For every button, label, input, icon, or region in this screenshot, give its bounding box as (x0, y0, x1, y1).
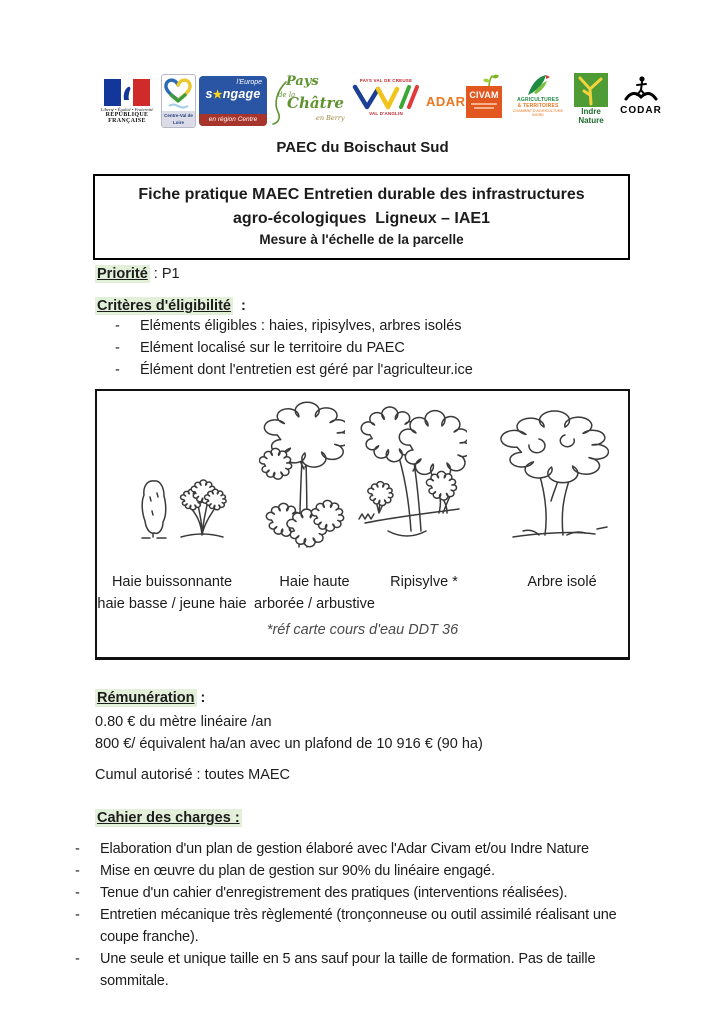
rf-name: RÉPUBLIQUE FRANÇAISE (105, 111, 149, 124)
figure-label-ripisylve: Ripisylve * (390, 574, 458, 590)
specification-item: - Entretien mécanique très règlementé (tronçonneuse ou outil assimilé réalisant une coupe franche). (73, 904, 643, 948)
europe-top-label: l'Europe (236, 79, 262, 86)
yellow-bird-icon (574, 73, 608, 107)
priority-value: : P1 (149, 266, 180, 282)
chatre-word4: en Berry (316, 114, 345, 122)
chambre-agriculture-logo (511, 73, 565, 129)
pays-de-la-chatre-logo (270, 74, 346, 128)
adar-civam-logo (426, 74, 508, 128)
specification-item: - Mise en œuvre du plan de gestion sur 90% du linéaire engagé. (73, 860, 643, 882)
eligibility-item: - Eléments éligibles : haies, ripisylves, arbres isolés (113, 315, 613, 337)
tall-hedge-tree-drawing (259, 399, 345, 551)
title-box-line1: Fiche pratique MAEC Entretien durable des infrastructures (138, 186, 585, 203)
w-bottom-label: VAL D'ANGLIN (369, 111, 403, 116)
title-box-line2: agro-écologiques Ligneux – IAE1 (233, 210, 490, 227)
civam-box (466, 86, 502, 118)
civam-bar (471, 103, 497, 105)
chatre-word2: de la (278, 91, 296, 99)
adar-label: ADAR (426, 94, 466, 109)
remuneration-lines (95, 711, 483, 755)
figure-label-haie-buissonnante: Haie buissonnante haie basse / jeune haie (97, 574, 247, 612)
chatre-word3: Châtre (287, 94, 344, 112)
w-mark-icon (352, 83, 420, 111)
specifications-heading: Cahier des charges : (97, 810, 240, 826)
figure-label-arbre-isole: Arbre isolé (527, 574, 597, 590)
sprout-icon (478, 73, 500, 87)
priority-line (95, 266, 180, 282)
w-top-label: PAYS VAL DE CREUSE (359, 78, 413, 83)
specification-item: - Elaboration d'un plan de gestion élaboré avec l'Adar Civam et/ou Indre Nature (73, 838, 643, 860)
low-hedge-bush-drawing (137, 477, 171, 539)
europe-main-label: s★ngage (205, 87, 261, 101)
indre-nature-label: Indre Nature (578, 107, 604, 125)
remuneration-heading: Rémunération : (97, 690, 206, 706)
rf-motto: Liberté • Égalité • Fraternité (100, 106, 154, 112)
specifications-list (73, 838, 643, 992)
indre-nature-square (574, 73, 608, 107)
chatre-word1: Pays (286, 74, 319, 89)
title-box-line3: Mesure à l'échelle de la parcelle (259, 232, 464, 247)
eligibility-list (113, 315, 613, 381)
french-flag-icon (104, 79, 150, 106)
heart-icon (163, 76, 194, 110)
bird-rider-icon (624, 75, 658, 105)
eligibility-item: - Elément localisé sur le territoire du PAEC (113, 337, 613, 359)
europe-bottom-label: en région Centre (199, 114, 267, 126)
figure-label-haie-haute: Haie haute arborée / arbustive (254, 574, 375, 612)
europe-sengage-logo (199, 76, 267, 126)
logo-strip (96, 72, 662, 130)
eligibility-item: - Élément dont l'entretien est géré par l'agriculteur.ice (113, 359, 613, 381)
young-hedge-shrub-drawing (177, 473, 227, 539)
codar-logo (617, 75, 665, 127)
cumul-line: Cumul autorisé : toutes MAEC (95, 767, 291, 783)
civam-label: CIVAM (469, 90, 499, 100)
remuneration-line2: 800 €/ équivalent ha/an avec un plafond de 10 916 € (90 ha) (95, 736, 483, 752)
chambre-line4: INDRE (532, 113, 544, 117)
title-box (93, 174, 630, 260)
ripisylve-drawing (355, 401, 467, 545)
centre-val-de-loire-logo (161, 74, 196, 128)
leaf-bird-icon (524, 73, 552, 97)
specification-item: - Tenue d'un cahier d'enregistrement des pratiques (interventions réalisées). (73, 882, 643, 904)
indre-nature-logo (568, 73, 614, 129)
specification-item: - Une seule et unique taille en 5 ans sauf pour la taille de formation. Pas de taille sommitale. (73, 948, 643, 992)
isolated-tree-drawing (499, 405, 609, 545)
eligibility-heading: Critères d'éligibilité : (97, 298, 246, 314)
republique-francaise-logo (96, 79, 158, 124)
pays-val-de-creuse-logo (349, 74, 423, 128)
remuneration-line1: 0.80 € du mètre linéaire /an (95, 714, 272, 730)
hedge-types-figure (95, 389, 630, 660)
page-title: PAEC du Boischaut Sud (276, 139, 449, 156)
chambre-line1: AGRICULTURES (517, 97, 559, 103)
civam-bar2 (474, 107, 494, 109)
codar-label: CODAR (620, 105, 662, 116)
centre-band-label: Centre-Val de Loire (162, 111, 195, 127)
chambre-line3: CHAMBRE D'AGRICULTURE (512, 109, 564, 113)
figure-footnote: *réf carte cours d'eau DDT 36 (266, 622, 459, 638)
priority-label: Priorité (97, 266, 148, 282)
europe-star-icon: ★ (212, 89, 223, 101)
chambre-line2: & TERRITOIRES (517, 103, 559, 109)
